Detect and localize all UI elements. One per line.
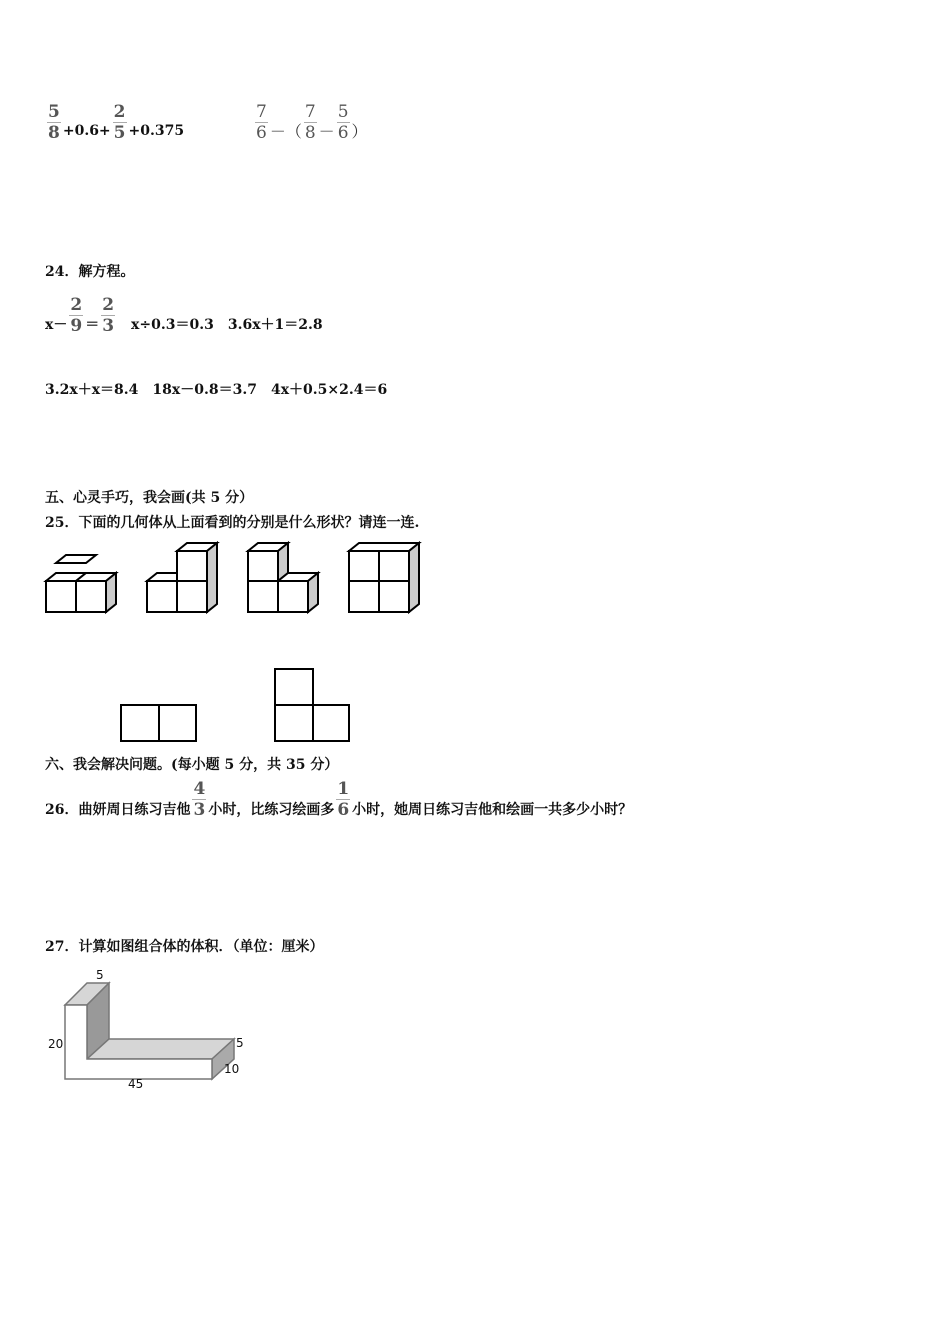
dimension-label-right-height: 5 (236, 1036, 244, 1050)
numerator: 4 (193, 779, 206, 799)
denominator: 6 (337, 800, 350, 820)
dimension-label-right-depth: 10 (224, 1062, 240, 1076)
q26-question (45, 779, 632, 820)
section-6-title: 六、我会解决问题。(每小题 5 分，共 35 分） (45, 757, 339, 773)
equation-text: ＝ (85, 316, 100, 333)
fraction (47, 102, 61, 143)
fraction (255, 102, 268, 143)
denominator: 8 (304, 123, 316, 143)
fraction (101, 295, 115, 336)
question-text: 26．曲妍周日练习吉他 (45, 801, 191, 818)
numerator: 7 (256, 102, 267, 122)
q27-title: 27．计算如图组合体的体积．（单位：厘米） (45, 939, 324, 955)
section-5-title: 五、心灵手巧，我会画(共 5 分） (45, 490, 254, 506)
q24-title: 24．解方程。 (45, 264, 135, 280)
denominator: 6 (256, 123, 267, 143)
denominator: 8 (48, 123, 60, 143)
denominator: 5 (113, 123, 126, 143)
top-view-2 (275, 669, 349, 741)
q23-expression-2 (253, 102, 368, 143)
numerator: 7 (304, 102, 316, 122)
fraction (304, 102, 317, 143)
fraction (113, 102, 127, 143)
q24-equations-row-2: 3.2x＋x＝8.4 18x－0.8＝3.7 4x＋0.5×2.4＝6 (45, 382, 388, 398)
fraction (69, 295, 83, 336)
solid-figure-4 (349, 543, 419, 612)
expression-text: +0.6+ (62, 122, 111, 139)
dimension-label-bottom: 45 (128, 1077, 144, 1091)
solid-figure-3 (248, 543, 318, 612)
question-text: 小时，比练习绘画多 (208, 801, 335, 818)
expression-text: +0.375 (128, 122, 185, 139)
numerator: 2 (102, 295, 115, 315)
dimension-label-left: 20 (48, 1037, 64, 1051)
q24-equations-row-1 (45, 295, 323, 336)
denominator: 3 (102, 316, 115, 336)
denominator: 6 (337, 123, 349, 143)
solid-figures (40, 538, 430, 618)
top-view-shapes (115, 664, 360, 746)
dimension-label-top: 5 (96, 968, 104, 982)
denominator: 9 (70, 316, 83, 336)
fraction (336, 779, 350, 820)
fraction (192, 779, 206, 820)
q25-title: 25．下面的几何体从上面看到的分别是什么形状？请连一连. (45, 515, 420, 531)
q27-solid-figure (40, 964, 250, 1094)
denominator: 3 (193, 800, 206, 820)
expression-text: － (318, 122, 335, 141)
fraction (337, 102, 350, 143)
expression-text: ） (351, 122, 368, 141)
equation-text: x÷0.3＝0.3 3.6x＋1＝2.8 (131, 316, 323, 333)
solid-figure-2 (147, 543, 217, 612)
top-view-1 (121, 705, 196, 741)
q23-expression-1 (45, 102, 184, 143)
question-text: 小时，她周日练习吉他和绘画一共多少小时？ (352, 801, 633, 818)
numerator: 5 (337, 102, 349, 122)
numerator: 5 (48, 102, 60, 122)
l-shaped-solid (40, 964, 250, 1094)
solid-figure-1 (46, 555, 116, 612)
numerator: 1 (337, 779, 350, 799)
numerator: 2 (113, 102, 126, 122)
numerator: 2 (70, 295, 83, 315)
equation-text: x－ (45, 316, 68, 333)
expression-text: －（ (269, 122, 302, 141)
